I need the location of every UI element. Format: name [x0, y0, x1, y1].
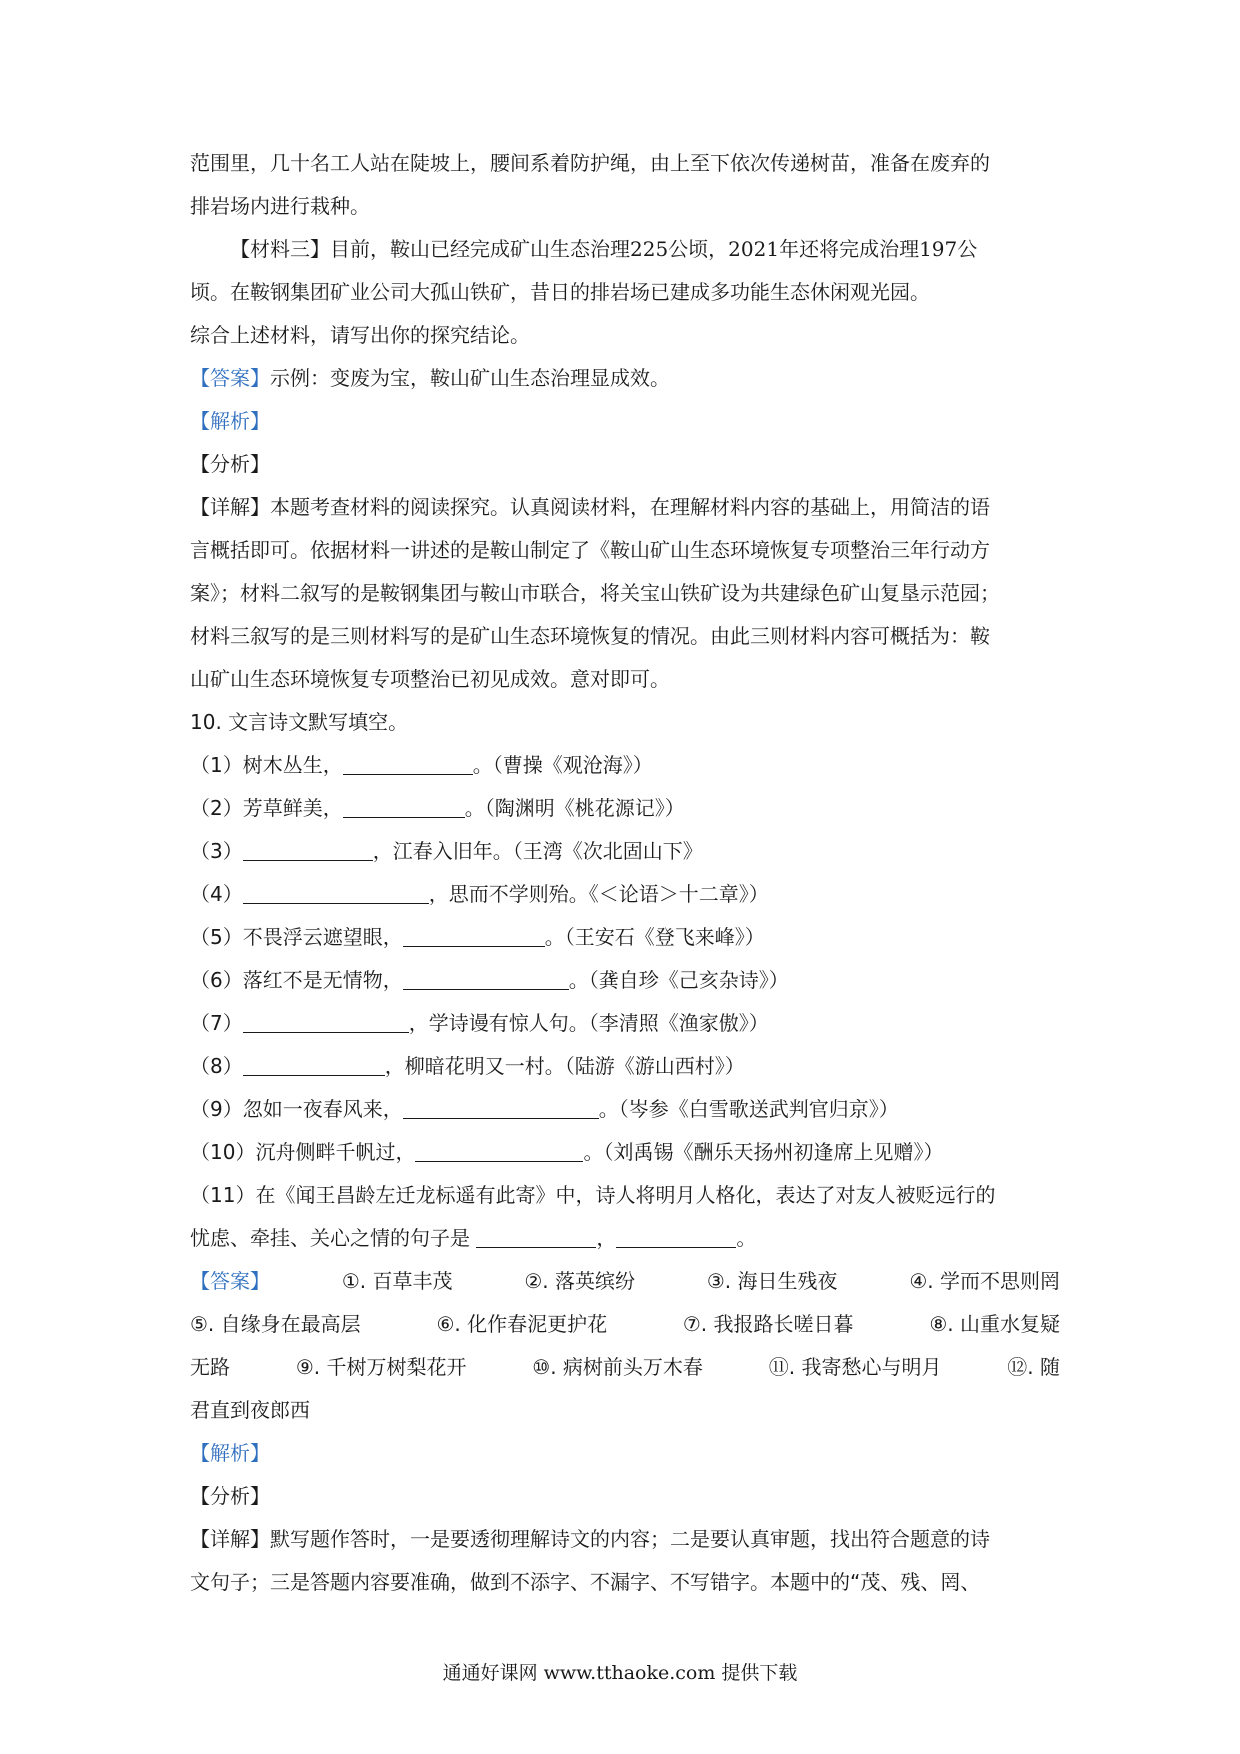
q9-prompt: 综合上述材料，请写出你的探究结论。: [190, 323, 530, 347]
q10-item-7: （7） ，学诗谩有惊人句。（李清照《渔家傲》）: [190, 1002, 1060, 1045]
q10-title: 10. 文言诗文默写填空。: [190, 710, 409, 734]
q10-item-11-line2: 忧虑、牵挂、关心之情的句子是 ， 。: [190, 1217, 1060, 1260]
answer-blank: [243, 1006, 409, 1033]
q10-jiexi-label: 【解析】: [190, 1441, 270, 1465]
answer-label: 【答案】: [190, 1269, 270, 1293]
material2-line1: 范围里，几十名工人站在陡坡上，腰间系着防护绳，由上至下依次传递树苗，准备在废弃的: [190, 151, 990, 175]
q9-jiexi-label: 【解析】: [190, 409, 270, 433]
q9-detail-line4: 材料三叙写的是三则材料写的是矿山生态环境恢复的情况。由此三则材料内容可概括为：鞍: [190, 624, 990, 648]
answer-blank: [403, 1092, 599, 1119]
answer-blank: [343, 748, 473, 775]
q10-item-8: （8） ，柳暗花明又一村。（陆游《游山西村》）: [190, 1045, 1060, 1088]
detail-label: 【详解】: [190, 1527, 270, 1551]
q9-answer: 【答案】示例：变废为宝，鞍山矿山生态治理显成效。: [190, 366, 670, 390]
q10-item-10: （10）沉舟侧畔千帆过， 。（刘禹锡《酬乐天扬州初逢席上见赠》）: [190, 1131, 1060, 1174]
material3-line1: 【材料三】目前，鞍山已经完成矿山生态治理225公顷，2021年还将完成治理197公: [230, 237, 978, 261]
q10-item-1: （1）树木丛生， 。（曹操《观沧海》）: [190, 744, 1060, 787]
answer-blank: [476, 1221, 596, 1248]
detail-label: 【详解】: [190, 495, 270, 519]
answer-blank: [616, 1221, 736, 1248]
q10-answer-row3: 无路 ⑨. 千树万树梨花开 ⑩. 病树前头万木春 ⑪. 我寄愁心与明月 ⑫. 随: [190, 1355, 1060, 1379]
material3-label: 【材料三】: [230, 237, 330, 261]
q9-detail-line5: 山矿山生态环境恢复专项整治已初见成效。意对即可。: [190, 667, 670, 691]
q10-detail-line2: 文句子；三是答题内容要准确，做到不添字、不漏字、不写错字。本题中的“茂、残、罔、: [190, 1570, 981, 1594]
q9-detail-line3: 案》；材料二叙写的是鞍钢集团与鞍山市联合，将关宝山铁矿设为共建绿色矿山复垦示范园；: [190, 581, 1000, 605]
q9-detail-line1: 【详解】本题考查材料的阅读探究。认真阅读材料，在理解材料内容的基础上，用简洁的语: [190, 495, 990, 519]
answer-blank: [243, 877, 429, 904]
document-page: [190, 142, 1060, 1604]
answer-label: 【答案】: [190, 366, 270, 390]
q10-item-9: （9）忽如一夜春风来， 。（岑参《白雪歌送武判官归京》）: [190, 1088, 1060, 1131]
q9-detail-line2: 言概括即可。依据材料一讲述的是鞍山制定了《鞍山矿山生态环境恢复专项整治三年行动方: [190, 538, 990, 562]
answer-blank: [415, 1135, 583, 1162]
q10-item-5: （5）不畏浮云遮望眼， 。（王安石《登飞来峰》）: [190, 916, 1060, 959]
material3-line2: 顷。在鞍钢集团矿业公司大孤山铁矿，昔日的排岩场已建成多功能生态休闲观光园。: [190, 280, 930, 304]
q10-detail-line1: 【详解】默写题作答时，一是要透彻理解诗文的内容；二是要认真审题，找出符合题意的诗: [190, 1527, 990, 1551]
page-footer: 通通好课网 www.tthaoke.com 提供下载: [442, 1662, 798, 1684]
q10-item-3: （3） ，江春入旧年。（王湾《次北固山下》: [190, 830, 1060, 873]
q10-item-4: （4） ，思而不学则殆。《＜论语＞十二章》）: [190, 873, 1060, 916]
q10-answer-row4: 君直到夜郎西: [190, 1398, 310, 1422]
q10-item-11-line1: （11）在《闻王昌龄左迁龙标遥有此寄》中，诗人将明月人格化，表达了对友人被贬远行的: [190, 1183, 996, 1207]
material2-line2: 排岩场内进行栽种。: [190, 194, 370, 218]
q9-fenxi-label: 【分析】: [190, 452, 270, 476]
answer-blank: [403, 920, 545, 947]
q10-item-2: （2）芳草鲜美， 。（陶渊明《桃花源记》）: [190, 787, 1060, 830]
answer-blank: [243, 1049, 385, 1076]
q10-answer-row1: 【答案】 ①. 百草丰茂 ②. 落英缤纷 ③. 海日生残夜 ④. 学而不思则罔: [190, 1260, 1060, 1303]
answer-blank: [343, 791, 465, 818]
q10-item-6: （6）落红不是无情物， 。（龚自珍《己亥杂诗》）: [190, 959, 1060, 1002]
answer-blank: [403, 963, 569, 990]
answer-blank: [243, 834, 373, 861]
q10-answer-row2: ⑤. 自缘身在最高层 ⑥. 化作春泥更护花 ⑦. 我报路长嗟日暮 ⑧. 山重水复疑: [190, 1312, 1060, 1336]
q10-fenxi-label: 【分析】: [190, 1484, 270, 1508]
